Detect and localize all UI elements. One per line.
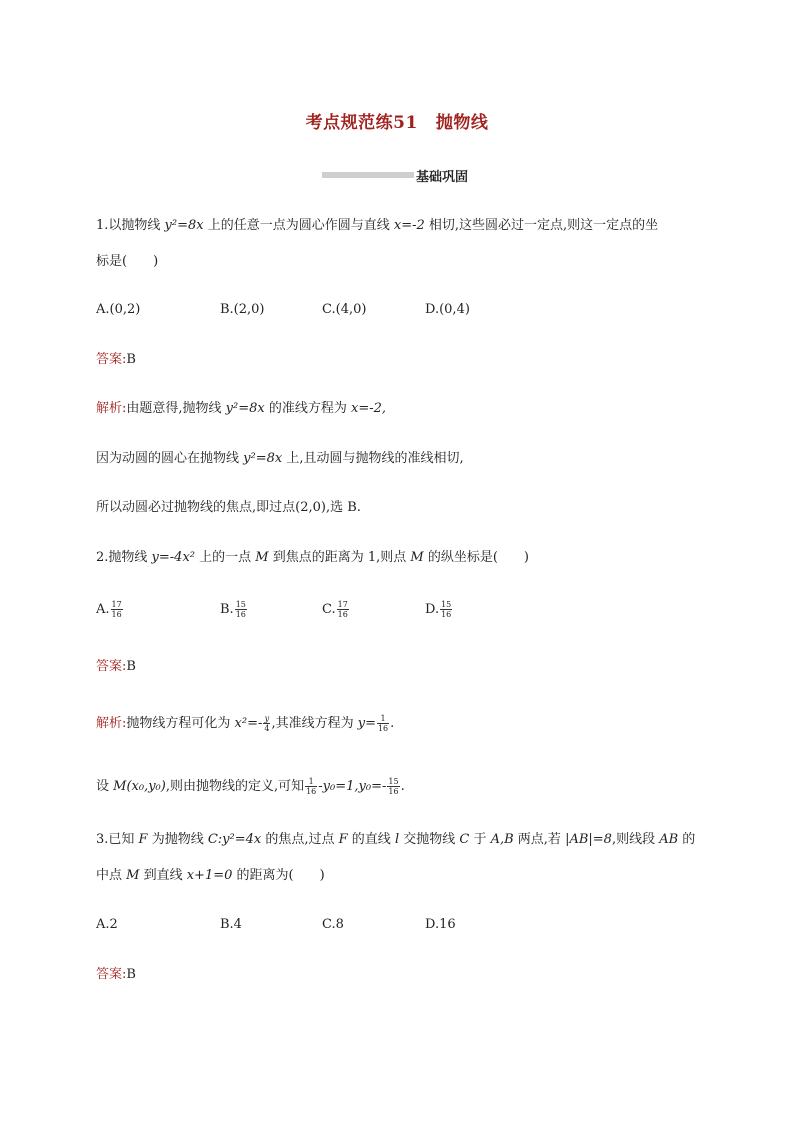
q3-option-d[interactable]: D.16 xyxy=(425,917,456,932)
page-title: 考点规范练51 抛物线 xyxy=(305,113,489,133)
q1-stem-line2: 标是( ) xyxy=(96,254,159,269)
q3-stem-line1: 3.已知 F 为抛物线 C:y²=4x 的焦点,过点 F 的直线 l 交抛物线 C 于 A,B 两点,若 |AB|=8,则线段 AB 的 xyxy=(96,832,696,847)
q1-analysis-line2: 因为动圆的圆心在抛物线 y²=8x 上,且动圆与抛物线的准线相切, xyxy=(96,451,464,466)
q1-answer: 答案:B xyxy=(96,352,136,367)
q3-answer: 答案:B xyxy=(96,967,136,982)
q2-option-c[interactable]: C. $\frac{17}{16}$ xyxy=(322,600,348,619)
q3-option-a[interactable]: A.2 xyxy=(96,917,118,932)
q2-option-d[interactable]: D. $\frac{15}{16}$ xyxy=(425,600,452,619)
q2-option-b[interactable]: B. $\frac{15}{16}$ xyxy=(220,600,246,619)
q1-analysis-line1: 解析:由题意得,抛物线 y²=8x 的准线方程为 x=-2, xyxy=(96,401,387,416)
q1-option-a[interactable]: A.(0,2) xyxy=(96,302,141,317)
q2-analysis-line1: 解析:抛物线方程可化为 x²=- $\frac{y}{4}$ ,其准线方程为 y= $\frac{1}{16}$ . xyxy=(96,714,395,733)
q1-stem-line1: 1.以抛物线 y²=8x 上的任意一点为圆心作圆与直线 x=-2 相切,这些圆必过一定点,则这一定点的坐 xyxy=(96,218,659,233)
q3-option-c[interactable]: C.8 xyxy=(322,917,344,932)
q1-option-b[interactable]: B.(2,0) xyxy=(220,302,265,317)
section-bar xyxy=(322,172,414,178)
q2-stem: 2.抛物线 y=-4x² 上的一点 M 到焦点的距离为 1,则点 M 的纵坐标是( ) xyxy=(96,550,529,565)
section-heading: 基础巩固 xyxy=(416,170,469,185)
q2-answer: 答案:B xyxy=(96,659,136,674)
q1-analysis-line3: 所以动圆必过抛物线的焦点,即过点(2,0),选 B. xyxy=(96,500,361,515)
q2-analysis-line2: 设 M(x₀,y₀),则由抛物线的定义,可知 $\frac{1}{16}$ -y₀=1,y₀=- $\frac{15}{16}$ . xyxy=(96,777,405,796)
q1-option-c[interactable]: C.(4,0) xyxy=(322,302,367,317)
q1-option-d[interactable]: D.(0,4) xyxy=(425,302,470,317)
q3-stem-line2: 中点 M 到直线 x+1=0 的距离为( ) xyxy=(96,868,325,883)
q2-option-a[interactable]: A. $\frac{17}{16}$ xyxy=(96,600,122,619)
q3-option-b[interactable]: B.4 xyxy=(220,917,242,932)
